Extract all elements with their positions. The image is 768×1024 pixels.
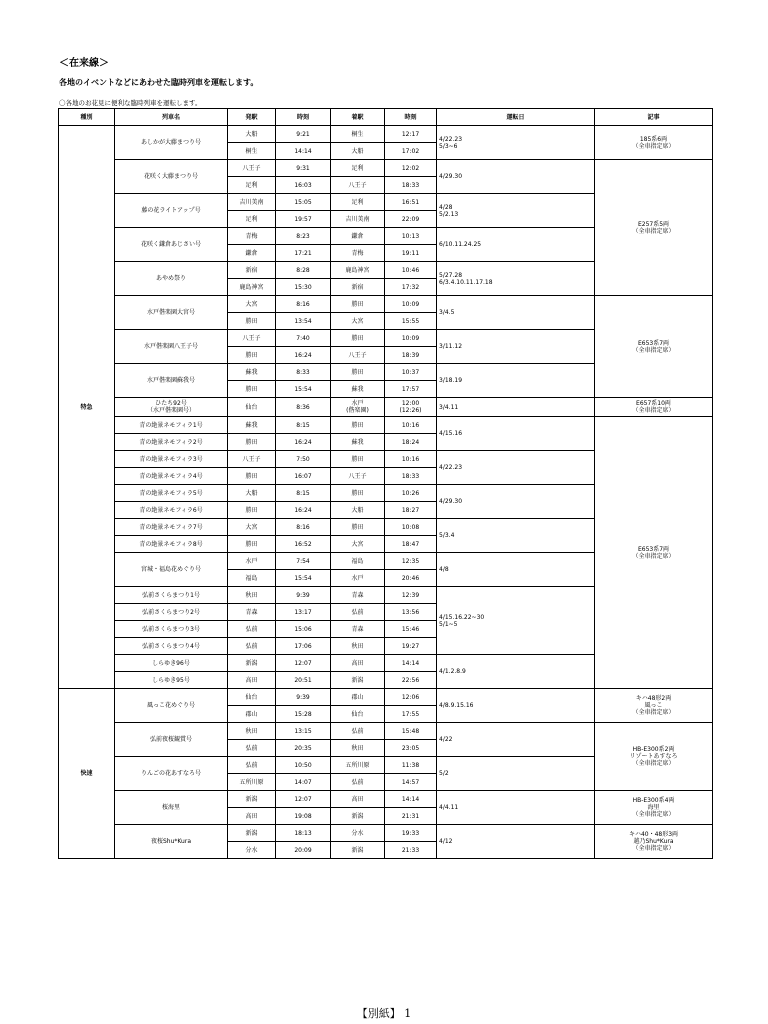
arrival-time: 21:33 — [385, 842, 437, 859]
departure-station: 大宮 — [228, 519, 276, 536]
departure-station: 弘前 — [228, 621, 276, 638]
departure-time: 20:35 — [276, 740, 331, 757]
operation-days: 3/4.5 — [437, 296, 595, 330]
departure-time: 8:23 — [276, 228, 331, 245]
arrival-station: 鎌倉 — [331, 228, 385, 245]
departure-time: 8:36 — [276, 398, 331, 417]
operation-days: 4/22.23 — [437, 451, 595, 485]
departure-time: 13:54 — [276, 313, 331, 330]
departure-time: 7:54 — [276, 553, 331, 570]
departure-station: 新宿 — [228, 262, 276, 279]
departure-time: 8:16 — [276, 519, 331, 536]
departure-station: 足利 — [228, 211, 276, 228]
departure-station: 新潟 — [228, 655, 276, 672]
arrival-station: 高田 — [331, 655, 385, 672]
departure-time: 7:50 — [276, 451, 331, 468]
column-header: 発駅 — [228, 109, 276, 126]
departure-station: 大船 — [228, 485, 276, 502]
train-remarks: HB-E300系2両 リゾートあすなろ （全車指定席） — [595, 723, 713, 791]
arrival-station: 勝田 — [331, 330, 385, 347]
arrival-time: 10:09 — [385, 330, 437, 347]
departure-station: 勝田 — [228, 536, 276, 553]
arrival-time: 15:46 — [385, 621, 437, 638]
departure-station: 勝田 — [228, 468, 276, 485]
operation-days: 4/8.9.15.16 — [437, 689, 595, 723]
train-name: 青の絶景ネモフィラ6号 — [115, 502, 228, 519]
train-name: 青の絶景ネモフィラ7号 — [115, 519, 228, 536]
arrival-station: 鹿島神宮 — [331, 262, 385, 279]
operation-days: 5/27.28 6/3.4.10.11.17.18 — [437, 262, 595, 296]
train-name: しらゆき96号 — [115, 655, 228, 672]
arrival-station: 蘇我 — [331, 434, 385, 451]
arrival-time: 22:56 — [385, 672, 437, 689]
departure-station: 五所川原 — [228, 774, 276, 791]
arrival-station: 青梅 — [331, 245, 385, 262]
departure-time: 9:21 — [276, 126, 331, 143]
departure-station: 秋田 — [228, 723, 276, 740]
arrival-time: 19:27 — [385, 638, 437, 655]
arrival-time: 10:37 — [385, 364, 437, 381]
arrival-time: 12:06 — [385, 689, 437, 706]
arrival-station: 吉川美南 — [331, 211, 385, 228]
departure-station: 勝田 — [228, 347, 276, 364]
arrival-station: 福島 — [331, 553, 385, 570]
operation-days: 4/12 — [437, 825, 595, 859]
departure-time: 8:16 — [276, 296, 331, 313]
timetable — [58, 108, 713, 859]
arrival-time: 12:35 — [385, 553, 437, 570]
column-header: 時刻 — [385, 109, 437, 126]
arrival-station: 勝田 — [331, 519, 385, 536]
train-name: 藤の花ライトアップ号 — [115, 194, 228, 228]
arrival-time: 16:51 — [385, 194, 437, 211]
departure-time: 20:09 — [276, 842, 331, 859]
arrival-station: 高田 — [331, 791, 385, 808]
arrival-station: 水戸 — [331, 570, 385, 587]
departure-station: 八王子 — [228, 330, 276, 347]
arrival-time: 14:14 — [385, 791, 437, 808]
departure-time: 7:40 — [276, 330, 331, 347]
arrival-time: 12:17 — [385, 126, 437, 143]
table-header-row — [59, 109, 713, 126]
train-name: あやめ祭り — [115, 262, 228, 296]
arrival-time: 10:08 — [385, 519, 437, 536]
departure-station: 弘前 — [228, 740, 276, 757]
arrival-time: 18:24 — [385, 434, 437, 451]
departure-time: 17:21 — [276, 245, 331, 262]
table-row — [59, 126, 713, 143]
departure-station: 高田 — [228, 672, 276, 689]
operation-days: 4/29.30 — [437, 160, 595, 194]
departure-station: 福島 — [228, 570, 276, 587]
arrival-time: 19:11 — [385, 245, 437, 262]
departure-time: 8:33 — [276, 364, 331, 381]
train-name: 青の絶景ネモフィラ5号 — [115, 485, 228, 502]
departure-station: 勝田 — [228, 502, 276, 519]
departure-station: 弘前 — [228, 757, 276, 774]
table-body — [59, 126, 713, 859]
operation-days: 4/1.2.8.9 — [437, 655, 595, 689]
departure-time: 18:13 — [276, 825, 331, 842]
departure-time: 9:39 — [276, 689, 331, 706]
arrival-time: 17:57 — [385, 381, 437, 398]
arrival-station: 八王子 — [331, 347, 385, 364]
arrival-station: 勝田 — [331, 417, 385, 434]
train-name: 宮城・福島花めぐり号 — [115, 553, 228, 587]
arrival-station: 蘇我 — [331, 381, 385, 398]
section-subtitle: 各地のイベントなどにあわせた臨時列車を運転します。 — [59, 78, 259, 87]
train-name: 青の絶景ネモフィラ2号 — [115, 434, 228, 451]
train-remarks: E657系10両 （全車指定席） — [595, 398, 713, 417]
arrival-time: 13:56 — [385, 604, 437, 621]
arrival-station: 新潟 — [331, 842, 385, 859]
table-row — [59, 689, 713, 706]
departure-station: 足利 — [228, 177, 276, 194]
arrival-time: 21:31 — [385, 808, 437, 825]
departure-station: 仙台 — [228, 398, 276, 417]
arrival-station: 弘前 — [331, 774, 385, 791]
arrival-time: 10:16 — [385, 417, 437, 434]
departure-station: 大宮 — [228, 296, 276, 313]
train-name: 弘前さくらまつり4号 — [115, 638, 228, 655]
train-remarks: E653系7両 （全車指定席） — [595, 296, 713, 398]
operation-days: 5/3.4 — [437, 519, 595, 553]
arrival-time: 14:57 — [385, 774, 437, 791]
column-header: 種別 — [59, 109, 115, 126]
departure-time: 16:24 — [276, 347, 331, 364]
departure-station: 大船 — [228, 126, 276, 143]
train-remarks: HB-E300系4両 海里 （全車指定席） — [595, 791, 713, 825]
departure-time: 16:52 — [276, 536, 331, 553]
arrival-station: 秋田 — [331, 638, 385, 655]
departure-station: 分水 — [228, 842, 276, 859]
departure-time: 15:54 — [276, 570, 331, 587]
arrival-time: 15:55 — [385, 313, 437, 330]
departure-time: 16:03 — [276, 177, 331, 194]
train-name: 青の絶景ネモフィラ4号 — [115, 468, 228, 485]
arrival-time: 23:05 — [385, 740, 437, 757]
departure-time: 8:15 — [276, 485, 331, 502]
arrival-time: 18:33 — [385, 468, 437, 485]
column-header: 運転日 — [437, 109, 595, 126]
arrival-station: 勝田 — [331, 296, 385, 313]
arrival-station: 水戸 (偕楽園) — [331, 398, 385, 417]
arrival-time: 12:00 (12:26) — [385, 398, 437, 417]
operation-days: 4/28 5/2.13 — [437, 194, 595, 228]
train-name: 桜海里 — [115, 791, 228, 825]
train-remarks: 185系6両 （全車指定席） — [595, 126, 713, 160]
arrival-station: 郡山 — [331, 689, 385, 706]
train-remarks: キハ48形2両 風っこ （全車指定席） — [595, 689, 713, 723]
column-header: 時刻 — [276, 109, 331, 126]
table-row — [59, 825, 713, 842]
arrival-station: 桐生 — [331, 126, 385, 143]
column-header: 着駅 — [331, 109, 385, 126]
departure-time: 16:24 — [276, 502, 331, 519]
arrival-station: 青森 — [331, 587, 385, 604]
arrival-time: 12:02 — [385, 160, 437, 177]
arrival-station: 大船 — [331, 143, 385, 160]
departure-time: 14:14 — [276, 143, 331, 160]
train-name: 青の絶景ネモフィラ8号 — [115, 536, 228, 553]
operation-days: 5/2 — [437, 757, 595, 791]
arrival-time: 17:32 — [385, 279, 437, 296]
page-label: 【別紙】 1 — [356, 1007, 412, 1020]
train-name: 夜桜Shu*Kura — [115, 825, 228, 859]
departure-station: 鎌倉 — [228, 245, 276, 262]
operation-days: 3/18.19 — [437, 364, 595, 398]
train-remarks: E257系5両 （全車指定席） — [595, 160, 713, 296]
train-name: 花咲く鎌倉あじさい号 — [115, 228, 228, 262]
arrival-station: 足利 — [331, 194, 385, 211]
train-name: 青の絶景ネモフィラ3号 — [115, 451, 228, 468]
arrival-station: 八王子 — [331, 468, 385, 485]
departure-station: 青梅 — [228, 228, 276, 245]
table-row — [59, 723, 713, 740]
arrival-station: 新宿 — [331, 279, 385, 296]
arrival-station: 勝田 — [331, 485, 385, 502]
table-row — [59, 160, 713, 177]
departure-station: 八王子 — [228, 451, 276, 468]
train-name: あしかが大藤まつり号 — [115, 126, 228, 160]
arrival-station: 大船 — [331, 502, 385, 519]
arrival-time: 10:16 — [385, 451, 437, 468]
departure-time: 9:31 — [276, 160, 331, 177]
arrival-time: 17:02 — [385, 143, 437, 160]
departure-station: 八王子 — [228, 160, 276, 177]
arrival-time: 20:46 — [385, 570, 437, 587]
section-title: ＜在来線＞ — [59, 58, 109, 69]
train-name: りんごの花あすなろ号 — [115, 757, 228, 791]
train-name: 弘前さくらまつり1号 — [115, 587, 228, 604]
arrival-station: 新潟 — [331, 672, 385, 689]
arrival-time: 10:46 — [385, 262, 437, 279]
arrival-station: 勝田 — [331, 451, 385, 468]
operation-days: 4/15.16.22~30 5/1~5 — [437, 587, 595, 655]
operation-days: 4/15.16 — [437, 417, 595, 451]
departure-station: 新潟 — [228, 791, 276, 808]
train-remarks: E653系7両 （全車指定席） — [595, 417, 713, 689]
train-name: 風っこ花めぐり号 — [115, 689, 228, 723]
departure-time: 9:39 — [276, 587, 331, 604]
arrival-time: 18:47 — [385, 536, 437, 553]
table-note: 〇各地のお花見に便利な臨時列車を運転します。 — [59, 99, 202, 107]
arrival-station: 新潟 — [331, 808, 385, 825]
arrival-time: 18:39 — [385, 347, 437, 364]
arrival-station: 青森 — [331, 621, 385, 638]
arrival-time: 18:33 — [385, 177, 437, 194]
train-name: 弘前さくらまつり2号 — [115, 604, 228, 621]
departure-time: 15:54 — [276, 381, 331, 398]
arrival-time: 19:33 — [385, 825, 437, 842]
arrival-station: 五所川原 — [331, 757, 385, 774]
departure-time: 15:28 — [276, 706, 331, 723]
departure-time: 19:08 — [276, 808, 331, 825]
train-type: 快速 — [59, 689, 115, 859]
departure-station: 鹿島神宮 — [228, 279, 276, 296]
departure-time: 15:06 — [276, 621, 331, 638]
arrival-time: 11:38 — [385, 757, 437, 774]
departure-time: 8:15 — [276, 417, 331, 434]
table-row — [59, 398, 713, 417]
operation-days: 4/22.23 5/3~6 — [437, 126, 595, 160]
train-name: 花咲く大藤まつり号 — [115, 160, 228, 194]
departure-station: 弘前 — [228, 638, 276, 655]
arrival-time: 18:27 — [385, 502, 437, 519]
column-header: 記事 — [595, 109, 713, 126]
operation-days: 3/11.12 — [437, 330, 595, 364]
train-remarks: キハ40・48形3両 越乃Shu*Kura （全車指定席） — [595, 825, 713, 859]
departure-station: 水戸 — [228, 553, 276, 570]
departure-station: 郡山 — [228, 706, 276, 723]
arrival-time: 10:09 — [385, 296, 437, 313]
departure-time: 10:50 — [276, 757, 331, 774]
departure-time: 16:24 — [276, 434, 331, 451]
departure-station: 青森 — [228, 604, 276, 621]
arrival-time: 22:09 — [385, 211, 437, 228]
operation-days: 4/4.11 — [437, 791, 595, 825]
arrival-time: 12:39 — [385, 587, 437, 604]
arrival-station: 弘前 — [331, 604, 385, 621]
departure-time: 8:28 — [276, 262, 331, 279]
arrival-time: 17:55 — [385, 706, 437, 723]
train-name: 水戸偕楽園蘇我号 — [115, 364, 228, 398]
arrival-station: 分水 — [331, 825, 385, 842]
table-row — [59, 417, 713, 434]
operation-days: 4/22 — [437, 723, 595, 757]
departure-station: 秋田 — [228, 587, 276, 604]
departure-time: 14:07 — [276, 774, 331, 791]
train-name: 弘前夜桜観賞号 — [115, 723, 228, 757]
departure-station: 吉川美南 — [228, 194, 276, 211]
departure-station: 高田 — [228, 808, 276, 825]
arrival-time: 14:14 — [385, 655, 437, 672]
train-name: ひたち92号 （水戸偕楽園号） — [115, 398, 228, 417]
departure-time: 15:30 — [276, 279, 331, 296]
train-name: 水戸偕楽園大宮号 — [115, 296, 228, 330]
departure-time: 20:51 — [276, 672, 331, 689]
arrival-station: 勝田 — [331, 364, 385, 381]
arrival-time: 10:13 — [385, 228, 437, 245]
arrival-time: 10:26 — [385, 485, 437, 502]
departure-time: 13:17 — [276, 604, 331, 621]
arrival-station: 弘前 — [331, 723, 385, 740]
train-type: 特急 — [59, 126, 115, 689]
column-header: 列車名 — [115, 109, 228, 126]
train-name: 青の絶景ネモフィラ1号 — [115, 417, 228, 434]
departure-time: 12:07 — [276, 791, 331, 808]
departure-time: 17:06 — [276, 638, 331, 655]
departure-station: 桐生 — [228, 143, 276, 160]
train-name: 水戸偕楽園八王子号 — [115, 330, 228, 364]
departure-time: 19:57 — [276, 211, 331, 228]
departure-station: 勝田 — [228, 381, 276, 398]
arrival-station: 大宮 — [331, 313, 385, 330]
operation-days: 3/4.11 — [437, 398, 595, 417]
departure-station: 蘇我 — [228, 364, 276, 381]
departure-time: 12:07 — [276, 655, 331, 672]
departure-station: 仙台 — [228, 689, 276, 706]
departure-station: 新潟 — [228, 825, 276, 842]
operation-days: 6/10.11.24.25 — [437, 228, 595, 262]
arrival-station: 秋田 — [331, 740, 385, 757]
train-name: 弘前さくらまつり3号 — [115, 621, 228, 638]
departure-time: 13:15 — [276, 723, 331, 740]
arrival-station: 八王子 — [331, 177, 385, 194]
table-row — [59, 791, 713, 808]
departure-station: 勝田 — [228, 434, 276, 451]
operation-days: 4/29.30 — [437, 485, 595, 519]
departure-station: 勝田 — [228, 313, 276, 330]
arrival-station: 仙台 — [331, 706, 385, 723]
departure-time: 15:05 — [276, 194, 331, 211]
arrival-station: 大宮 — [331, 536, 385, 553]
arrival-station: 足利 — [331, 160, 385, 177]
operation-days: 4/8 — [437, 553, 595, 587]
table-row — [59, 296, 713, 313]
train-name: しらゆき95号 — [115, 672, 228, 689]
departure-station: 蘇我 — [228, 417, 276, 434]
arrival-time: 15:48 — [385, 723, 437, 740]
departure-time: 16:07 — [276, 468, 331, 485]
